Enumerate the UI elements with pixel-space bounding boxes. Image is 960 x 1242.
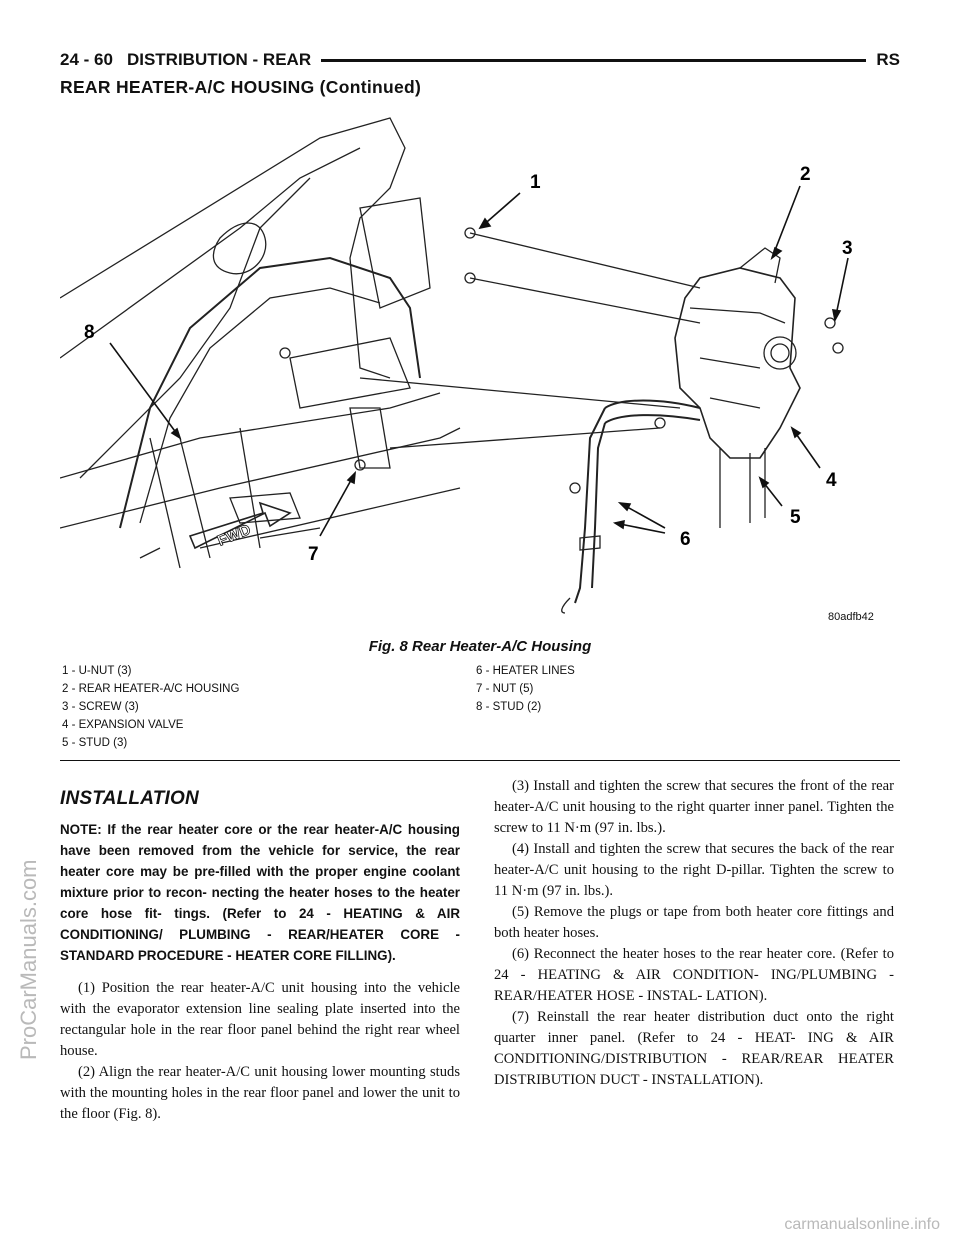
step-1: (1) Position the rear heater-A/C unit housing into the vehicle with the evaporator extension line sealing plate inserted into the rectangular hole in the rear floor panel behind the right rear wheel house. [60, 980, 460, 1059]
legend-item: 4 - EXPANSION VALVE [62, 719, 184, 731]
step-6: (6) Reconnect the heater hoses to the rear heater core. (Refer to 24 - HEATING & AIR CONDITION- ING/PLUMBING - REAR/HEATER HOSE - INSTAL- LATION). [494, 946, 894, 1004]
step-3: (3) Install and tighten the screw that secures the front of the rear heater-A/C unit housing to the right quarter inner panel. Tighten the screw to 11 N·m (97 in. lbs.). [494, 778, 894, 836]
legend-divider [60, 760, 900, 761]
step-2: (2) Align the rear heater-A/C unit housing lower mounting studs with the mounting holes in the rear floor panel and lower the unit to the floor (Fig. 8). [60, 1064, 460, 1122]
figure-rear-heater-housing [60, 108, 900, 638]
callout-3: 3 [842, 238, 853, 259]
legend-item: 8 - STUD (2) [476, 701, 542, 713]
callout-8: 8 [84, 322, 95, 343]
callout-6: 6 [680, 529, 691, 550]
legend-item: 2 - REAR HEATER-A/C HOUSING [62, 683, 240, 695]
side-watermark: ProCarManuals.com [16, 859, 41, 1060]
step-5: (5) Remove the plugs or tape from both heater core fittings and both heater hoses. [494, 904, 894, 941]
callout-2: 2 [800, 164, 811, 185]
callout-1: 1 [530, 172, 541, 193]
figure-code: 80adfb42 [828, 611, 874, 623]
fwd-label: FWD [215, 521, 254, 550]
text-column-right [494, 776, 894, 1091]
bottom-watermark: carmanualsonline.info [784, 1216, 940, 1233]
callout-4: 4 [826, 470, 837, 491]
legend-item: 7 - NUT (5) [476, 683, 534, 695]
callout-5: 5 [790, 507, 801, 528]
legend-item: 5 - STUD (3) [62, 737, 128, 749]
legend-item: 3 - SCREW (3) [62, 701, 139, 713]
legend-item: 6 - HEATER LINES [476, 665, 575, 677]
continued-heading: REAR HEATER-A/C HOUSING (Continued) [60, 77, 422, 97]
callout-7: 7 [308, 544, 319, 565]
exploded-view-illustration [60, 108, 900, 638]
installation-note: NOTE: If the rear heater core or the rear heater-A/C housing have been removed from the vehicle for service, the rear heater core may be pre-filled with the proper engine coolant mixture prior to recon- necting the heater hoses to the heater core hose fit- tings. (Refer to 24 - HEATING & AIR CONDITIONING/ PLUMBING - REAR/HEATER CORE - STANDARD PROCEDURE - HEATER CORE FILLING). [60, 822, 460, 963]
header-rule [321, 59, 866, 62]
step-4: (4) Install and tighten the screw that secures the back of the rear heater-A/C unit housing to the right D-pillar. Tighten the screw to 11 N·m (97 in. lbs.). [494, 841, 894, 899]
step-7: (7) Reinstall the rear heater distribution duct onto the right quarter inner panel. (Refer to 24 - HEAT- ING & AIR CONDITIONING/DISTRIBUTION - REAR/REAR HEATER DISTRIBUTION DUCT - INSTALLATION). [494, 1009, 894, 1088]
page-header [60, 48, 900, 72]
text-column-left [60, 776, 460, 1125]
installation-heading: INSTALLATION [60, 788, 199, 809]
model-code: RS [876, 50, 900, 69]
figure-caption: Fig. 8 Rear Heater-A/C Housing [368, 638, 592, 655]
section-title: DISTRIBUTION - REAR [126, 50, 312, 69]
legend-item: 1 - U-NUT (3) [62, 665, 132, 677]
page-number: 24 - 60 [60, 50, 113, 69]
